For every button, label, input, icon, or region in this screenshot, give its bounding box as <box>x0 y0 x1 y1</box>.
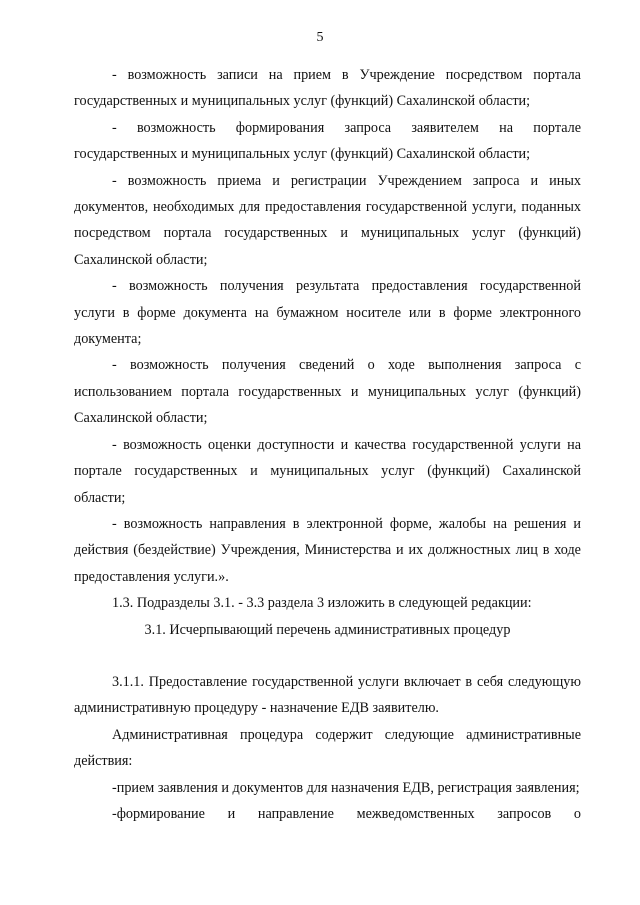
paragraph-complaint: - возможность направления в электронной форме, жалобы на решения и действия (бездействие) Учреждения, Министерства и их должностных лиц в ходе предоставления услуги.». <box>74 515 581 585</box>
paragraph-request-forming: - возможность формирования запроса заявителем на портале государственных и муниципальных услуг (функций) Сахалинской области; <box>74 119 581 163</box>
heading-3-1: 3.1. Исчерпывающий перечень административных процедур <box>144 621 511 638</box>
paragraph-3-1-1: 3.1.1. Предоставление государственной услуги включает в себя следующую административную процедуру - назначение ЕДВ заявителю. <box>74 673 581 717</box>
paragraph-section-1-3: 1.3. Подразделы 3.1. - 3.3 раздела 3 изложить в следующей редакции: <box>112 595 532 612</box>
paragraph-appointment-booking: - возможность записи на прием в Учреждение посредством портала государственных и муниципальных услуг (функций) Сахалинской области; <box>74 67 581 110</box>
document-body <box>74 62 581 827</box>
paragraph-quality-evaluation: - возможность оценки доступности и качества государственной услуги на портале государственных и муниципальных услуг (функций) Сахалинской области; <box>74 436 581 506</box>
paragraph-admin-actions: Административная процедура содержит следующие административные действия: <box>74 726 581 770</box>
paragraph-request-reception: - возможность приема и регистрации Учреждением запроса и иных документов, необходимых для предоставления государственной услуги, поданных посредством портала государственных и муниципальных услуг (функций) Сахалинской области; <box>74 172 581 268</box>
list-item-interagency-requests: -формирование и направление межведомственных запросов о <box>112 805 581 822</box>
paragraph-result-receiving: - возможность получения результата предоставления государственной услуги в форме документа на бумажном носителе или в форме электронного документа; <box>74 278 581 348</box>
paragraph-status-info: - возможность получения сведений о ходе выполнения запроса с использованием портала государственных и муниципальных услуг (функций) Сахалинской области; <box>74 357 581 427</box>
page-number: 5 <box>316 30 324 45</box>
list-item-application-reception: -прием заявления и документов для назначения ЕДВ, регистрация заявления; <box>112 779 580 796</box>
